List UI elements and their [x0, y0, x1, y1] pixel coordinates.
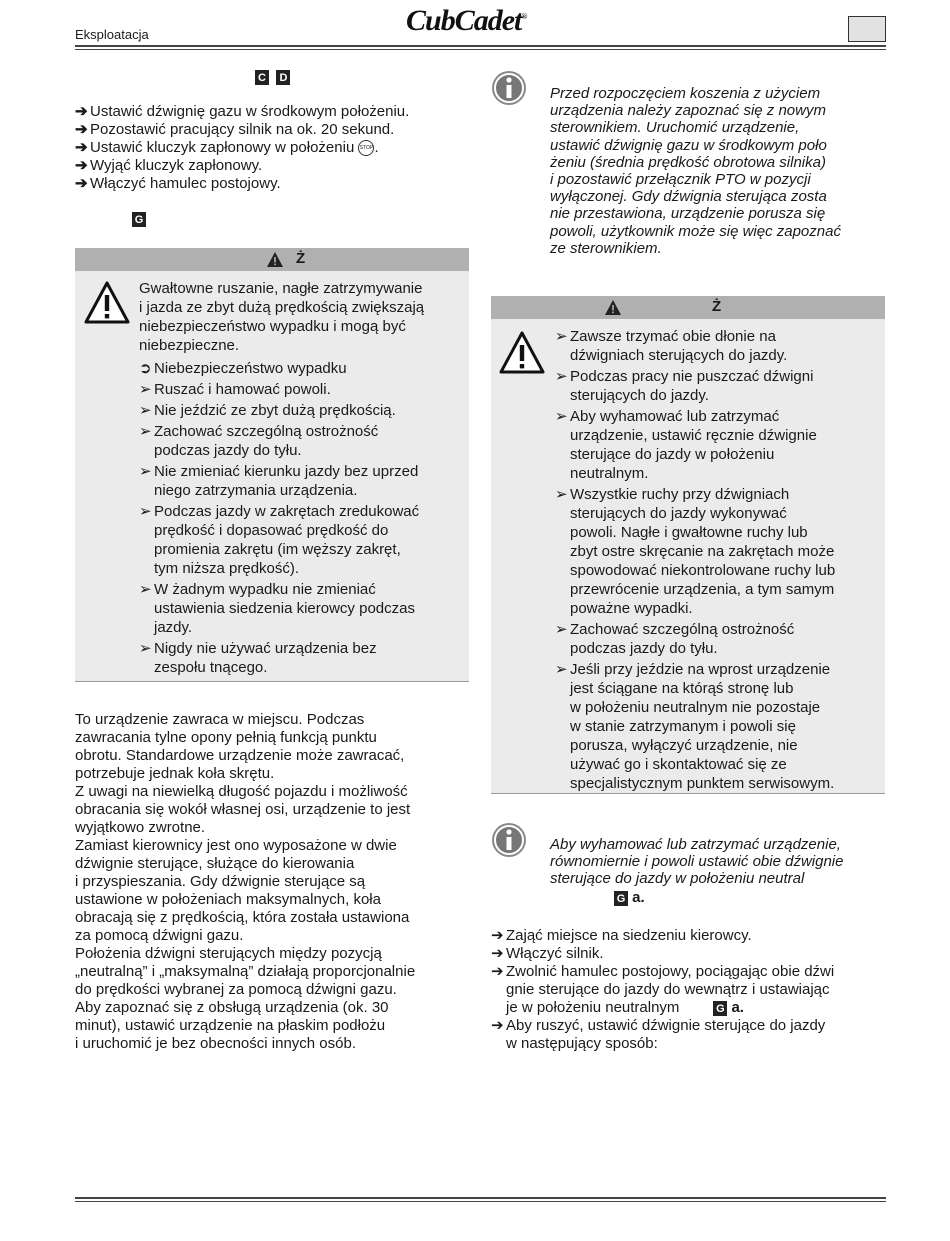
body-line: Z uwagi na niewielką długość pojazdu i możliwość — [75, 783, 408, 800]
warning-title: Ż — [712, 298, 722, 315]
list-item: ➔ Ustawić kluczyk zapłonowy w położeniu STOP. — [75, 139, 379, 156]
list-item: ➔ Aby ruszyć, ustawić dźwignie sterujące do jazdy w następujący sposób: — [491, 1017, 826, 1052]
body-line: potrzebuje jednak koła skrętu. — [75, 765, 275, 782]
stop-symbol-icon: STOP — [358, 140, 374, 156]
body-line: wyjątkowo zwrotne. — [75, 819, 206, 836]
body-line: obrotu. Standardowe urządzenie może zawracać, — [75, 747, 405, 764]
figure-badge-c: C — [255, 70, 269, 85]
body-line: To urządzenie zawraca w miejscu. Podczas — [75, 711, 365, 728]
info-icon — [491, 70, 527, 106]
warning-triangle-icon — [83, 280, 131, 325]
body-line: minut), ustawić urządzenie na płaskim podłożu — [75, 1017, 386, 1034]
warning-bullet: ➢ Zachować szczególną ostrożność podczas jazdy do tyłu. — [139, 423, 379, 459]
list-item: ➔ Zająć miejsce na siedzeniu kierowcy. — [491, 927, 752, 944]
warning-text: Gwałtowne ruszanie, nagłe zatrzymywanie i jazda ze zbyt dużą prędkością zwiększają niebezpieczeństwo wypadku i mogą być niebezpieczne. — [139, 280, 425, 354]
list-item: ➔ Włączyć hamulec postojowy. — [75, 175, 281, 192]
footer-rule — [75, 1197, 886, 1199]
warning-bullet: ➲ Niebezpieczeństwo wypadku — [139, 360, 347, 377]
body-line: Aby zapoznać się z obsługą urządzenia (ok. 30 — [75, 999, 389, 1016]
warning-bullet: ➢ Nigdy nie używać urządzenia bez zespołu tnącego. — [139, 640, 377, 676]
shutdown-steps — [75, 103, 409, 193]
body-line: „neutralną” i „maksymalną” działają proporcjonalnie — [75, 963, 416, 980]
warning-bullet: ➢ Nie zmieniać kierunku jazdy bez uprzed niego zatrzymania urządzenia. — [139, 463, 419, 499]
warning-header — [75, 248, 469, 271]
warning-header-right — [491, 296, 885, 319]
figure-badge-d: D — [276, 70, 290, 85]
header-rule — [75, 45, 886, 47]
body-text — [75, 711, 465, 1053]
warning-bullet: ➢ Podczas pracy nie puszczać dźwigni sterujących do jazdy. — [555, 368, 814, 404]
list-item: ➔ Pozostawić pracujący silnik na ok. 20 sekund. — [75, 121, 395, 138]
figure-badge-g: G — [132, 210, 146, 228]
warning-title: Ż — [296, 250, 306, 267]
body-line: Położenia dźwigni sterujących między pozycją — [75, 945, 382, 962]
warning-bullet: ➢ W żadnym wypadku nie zmieniać ustawienia siedzenia kierowcy podczas jazdy. — [139, 581, 415, 636]
warning-bullet: ➢ Aby wyhamować lub zatrzymać urządzenie, ustawić ręcznie dźwignie sterujące do jazdy w położeniu neutralnym. — [555, 408, 817, 482]
page-number-box — [848, 16, 886, 42]
warning-bullet: ➢ Jeśli przy jeździe na wprost urządzenie jest ściągane na którąś stronę lub w położeniu neutralnym nie pozostaje w stanie zatrzymanym i powoli się porusza, wyłączyć urządzenie, nie używać go i skontaktować się ze specjalistycznym punktem serwisowym. — [555, 661, 835, 792]
warning-bullet: ➢ Wszystkie ruchy przy dźwigniach sterujących do jazdy wykonywać powoli. Nagłe i gwałtowne ruchy lub zbyt ostre skręcanie na zakrętach może spowodować niekontrolowane ruchy lub przewrócenie urządzenia, a tym samym poważne wypadki. — [555, 486, 836, 617]
list-item: ➔ Wyjąć kluczyk zapłonowy. — [75, 157, 263, 174]
list-item: ➔ Zwolnić hamulec postojowy, pociągając obie dźwi gnie sterujące do jazdy do wewnątrz i ustawiając je w położeniu neutralnym G a. — [491, 963, 835, 1016]
info-note-2: Aby wyhamować lub zatrzymać urządzenie, równomiernie i powoli ustawić obie dźwignie sterujące do jazdy w położeniu neutral G a. — [550, 836, 844, 906]
figure-badges-cd — [255, 68, 290, 86]
list-item: ➔ Włączyć silnik. — [491, 945, 604, 962]
warning-bullets — [139, 359, 469, 679]
warning-bullets — [555, 327, 885, 795]
info-icon — [491, 822, 527, 858]
warning-bullet: ➢ Zachować szczególną ostrożność podczas jazdy do tyłu. — [555, 621, 795, 657]
brand-logo: CubCadet® — [406, 4, 527, 37]
warning-bullet: ➢ Zawsze trzymać obie dłonie na dźwigniach sterujących do jazdy. — [555, 328, 788, 364]
warning-bullet: ➢ Nie jeździć ze zbyt dużą prędkością. — [139, 402, 396, 419]
warning-box-right — [491, 319, 885, 794]
body-line: ustawione w położeniach maksymalnych, koła — [75, 891, 381, 908]
body-line: Zamiast kierownicy jest ono wyposażone w dwie — [75, 837, 397, 854]
figure-badge-g: G — [614, 891, 628, 906]
body-line: dźwignie sterujące, służące do kierowania — [75, 855, 355, 872]
info-note: Przed rozpoczęciem koszenia z użyciem urządzenia należy zapoznać się z nowym sterownikiem. Uruchomić urządzenie, ustawić dźwignię gazu w środkowym poło żeniu (średnia prędkość obrotowa silnika) i pozostawić przełącznik PTO w pozycji wyłączonej. Gdy dźwignia sterująca zosta nie przestawiona, urządzenie porusza się powoli, użytkownik może się więc zapoznać ze sterownikiem. — [550, 85, 841, 257]
body-line: za pomocą dźwigni gazu. — [75, 927, 244, 944]
figure-badge-g: G — [713, 1001, 727, 1016]
footer-rule-thin — [75, 1201, 886, 1202]
body-line: obracania się wokół własnej osi, urządzenie to jest — [75, 801, 411, 818]
section-title: Eksploatacja — [75, 27, 149, 42]
list-item: ➔ Ustawić dźwignię gazu w środkowym położeniu. — [75, 103, 410, 120]
warning-bullet: ➢ Podczas jazdy w zakrętach zredukować prędkość i dopasować prędkość do promienia zakrętu (im węższy zakręt, tym niższa prędkość). — [139, 503, 420, 577]
warning-icon — [604, 299, 622, 316]
warning-bullet: ➢ Ruszać i hamować powoli. — [139, 381, 331, 398]
body-line: i przyspieszania. Gdy dźwignie sterujące są — [75, 873, 366, 890]
warning-box — [75, 271, 469, 682]
body-line: obracają się z prędkością, która została ustawiona — [75, 909, 410, 926]
body-line: zawracania tylne opony pełnią funkcją punktu — [75, 729, 377, 746]
driving-steps — [491, 927, 885, 1053]
body-line: do prędkości wybranej za pomocą dźwigni gazu. — [75, 981, 397, 998]
header-rule-thin — [75, 49, 886, 50]
body-line: i uruchomić je bez obecności innych osób. — [75, 1035, 356, 1052]
warning-triangle-icon — [498, 330, 546, 375]
warning-icon — [266, 251, 284, 268]
